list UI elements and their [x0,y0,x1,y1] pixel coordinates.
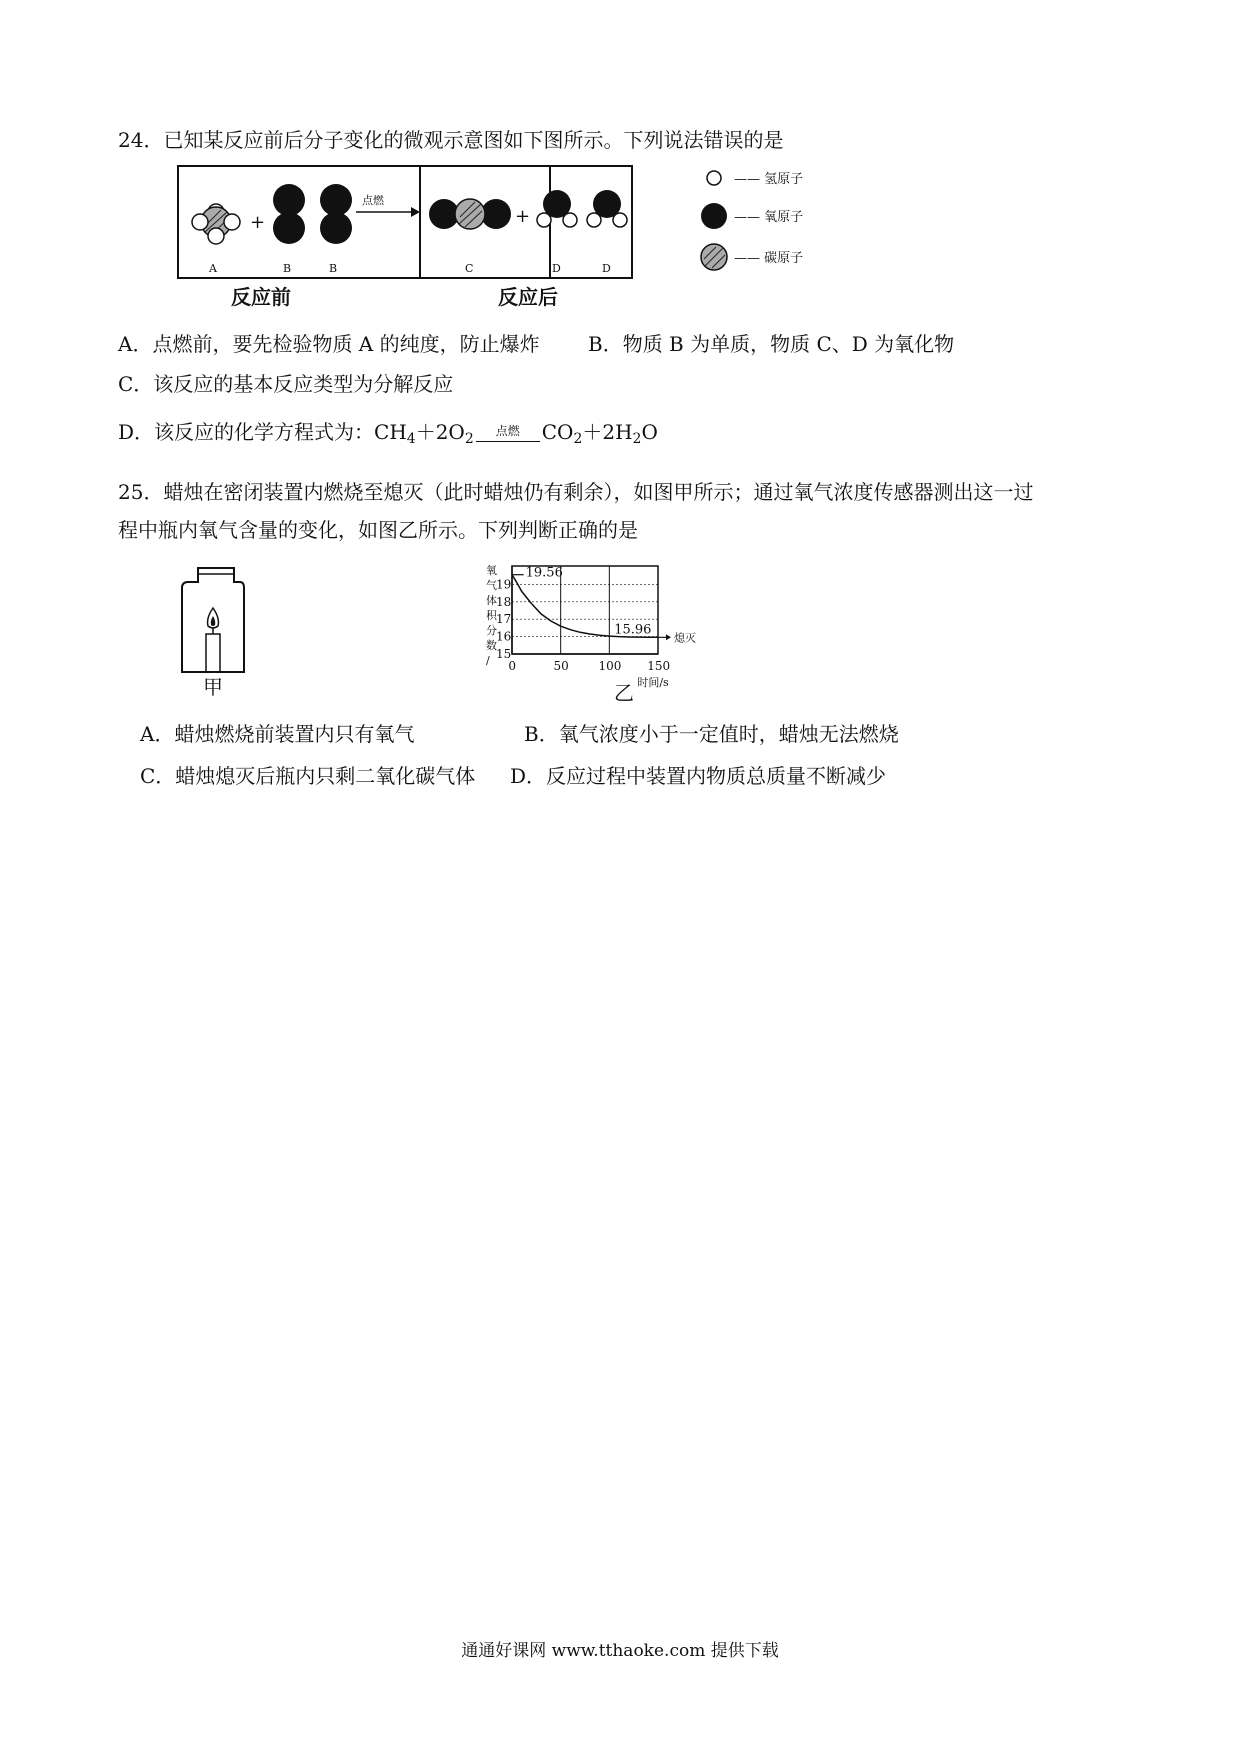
after-caption: 反应后 [498,285,558,309]
oxygen-molecule-1 [273,184,305,244]
methane-molecule [192,204,240,244]
y-label-char: 气 [486,579,497,592]
extinguish-arrow-head [666,634,671,640]
q24-reaction-diagram [176,162,856,316]
water-molecule-2 [587,190,627,227]
legend-hydrogen: —— 氢原子 [734,172,804,187]
label-d1: D [552,262,561,275]
plus-sign-2: + [515,206,531,227]
q25-stem-line1: 25．蜡烛在密闭装置内燃烧至熄灭（此时蜡烛仍有剩余），如图甲所示；通过氧气浓度传感器测出这一过 [118,480,1034,504]
fig-jia-bottle [176,562,256,706]
q25-option-a: A．蜡烛燃烧前装置内只有氧气 [140,722,415,746]
reaction-condition: 点燃 [476,420,540,444]
legend-oxygen: —— 氧原子 [734,210,804,225]
q24-option-d: D．该反应的化学方程式为：$CH_4+2O_2$ $^{点燃}$ $CO_2+2H_2O$ [118,420,658,447]
annotation-end-value: 15.96 [614,622,652,638]
label-d2: D [602,262,611,275]
y-tick-label: 19 [496,577,512,592]
oxygen-molecule-2 [320,184,352,244]
annotation-start-value: 19.56 [525,565,563,581]
legend [701,171,803,270]
x-axis-label: 时间/s [637,676,669,689]
fig-yi-chart [486,562,816,706]
oxygen-atom-icon [701,203,727,229]
y-label-char: 数 [486,639,497,652]
label-c: C [465,262,474,275]
x-tick-label: 150 [647,659,671,673]
annotation-extinguish: 熄灭 [674,631,696,645]
y-tick-label: 17 [496,612,512,627]
water-molecule-1 [537,190,577,227]
candle-icon [206,634,220,672]
y-tick-label: 15 [496,647,512,661]
legend-carbon: —— 碳原子 [734,251,804,266]
y-label-char: / [486,654,490,667]
hydrogen-atom-icon [707,171,721,185]
plus-sign: + [250,212,266,233]
y-tick-label: 16 [496,629,512,644]
q24-option-a: A．点燃前，要先检验物质 A 的纯度，防止爆炸 [118,332,540,356]
q25-option-c: C．蜡烛熄灭后瓶内只剩二氧化碳气体 [140,764,476,788]
carbon-dioxide-molecule [429,199,511,229]
x-tick-label: 0 [508,659,517,673]
q24-stem: 24．已知某反应前后分子变化的微观示意图如下图所示。下列说法错误的是 [118,128,784,152]
arrow-head [411,207,420,217]
q24-option-b: B．物质 B 为单质，物质 C、D 为氧化物 [588,332,955,356]
x-tick-label: 50 [553,659,569,673]
y-label-char: 积 [486,609,497,622]
footer-source: 通通好课网 www.tthaoke.com 提供下载 [461,1641,779,1661]
fig-jia-caption: 甲 [203,675,223,699]
y-label-char: 分 [486,624,497,637]
label-a: A [209,262,217,275]
y-tick-label: 18 [496,594,512,609]
y-label-char: 氧 [486,564,497,577]
q25-option-b: B．氧气浓度小于一定值时，蜡烛无法燃烧 [524,722,899,746]
label-b2: B [329,262,338,275]
y-label-char: 体 [486,594,497,607]
label-b1: B [283,262,292,275]
arrow-condition: 点燃 [362,194,384,207]
fig-yi-caption: 乙 [614,681,634,702]
q24-option-c: C．该反应的基本反应类型为分解反应 [118,372,454,396]
before-caption: 反应前 [231,285,291,309]
q25-stem-line2: 程中瓶内氧气含量的变化，如图乙所示。下列判断正确的是 [118,518,638,542]
x-tick-label: 100 [598,659,622,673]
q25-option-d: D．反应过程中装置内物质总质量不断减少 [510,764,887,788]
